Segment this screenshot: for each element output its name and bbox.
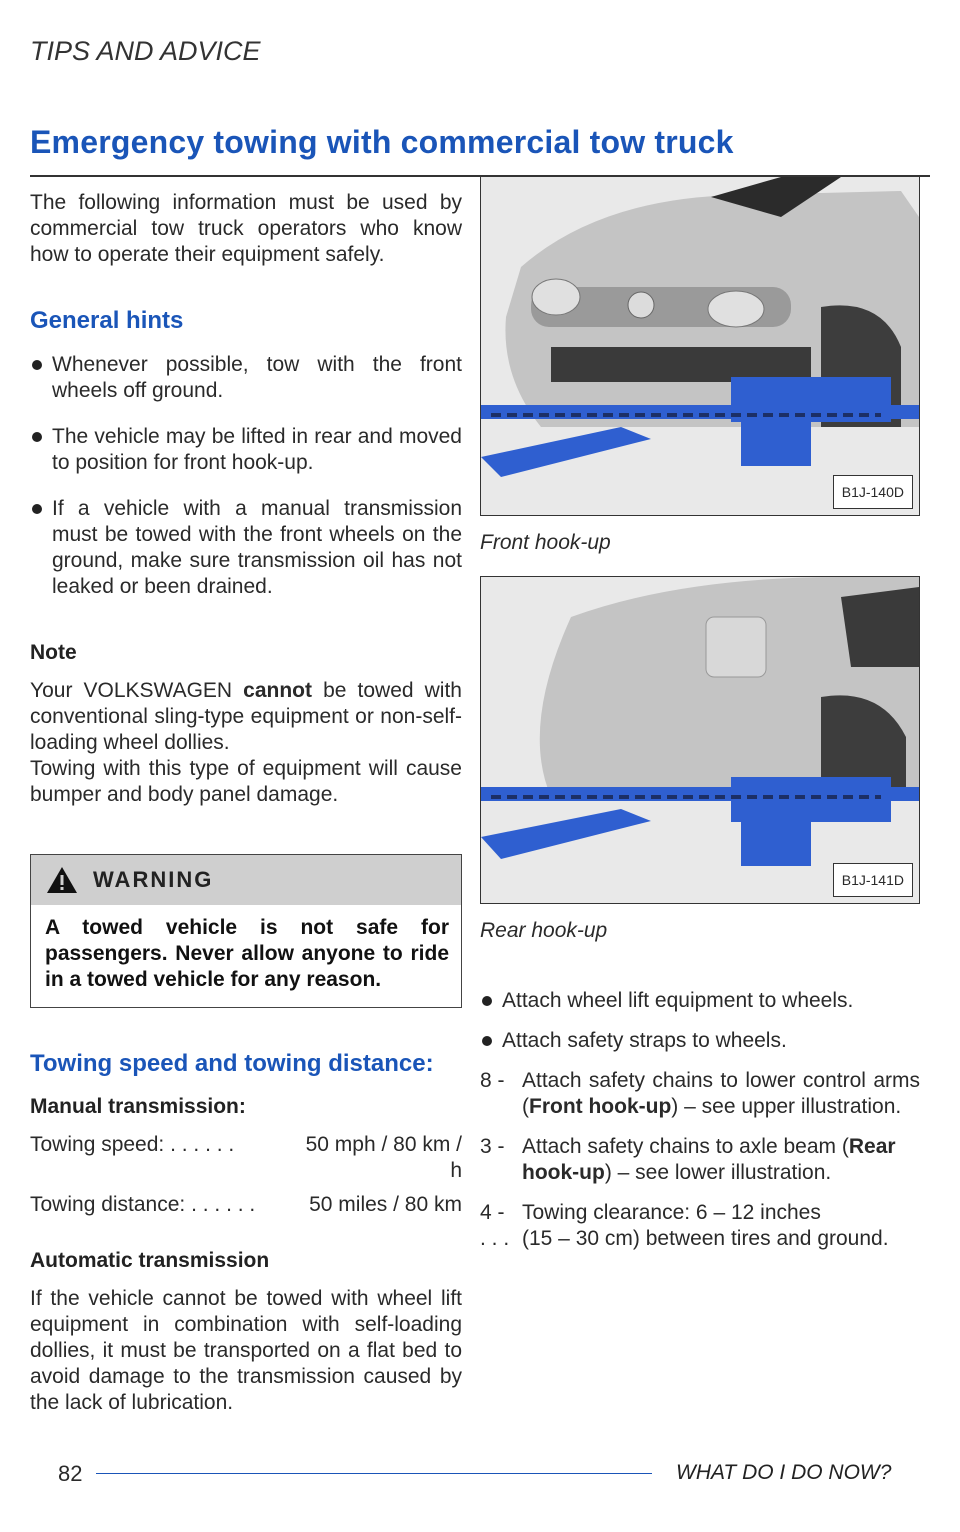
- step-text-end: ) – see upper illustration.: [671, 1095, 902, 1118]
- step-key: 4 -: [480, 1201, 505, 1224]
- warning-label: WARNING: [93, 867, 214, 892]
- page-number: 82: [58, 1461, 83, 1486]
- step-text-end: ) – see lower illustration.: [604, 1161, 832, 1184]
- note-text: [30, 678, 462, 756]
- rear-figure-caption: Rear hook-up: [480, 919, 608, 942]
- step-bullet: Attach safety straps to wheels.: [480, 1028, 920, 1054]
- towing-distance-value: 50 miles / 80 km: [309, 1193, 462, 1216]
- note-heading: Note: [30, 641, 77, 664]
- step-key: 3 -: [480, 1135, 505, 1158]
- left-column: [30, 190, 462, 1416]
- step-numbered: [480, 1226, 920, 1252]
- step-bullet: Attach wheel lift equipment to wheels.: [480, 988, 920, 1014]
- note-text-end: be towed with conventional sling-type equipment or non-self-loading wheel dollies.: [30, 679, 462, 754]
- warning-box: [30, 854, 462, 1008]
- warning-triangle-icon: [45, 865, 79, 895]
- general-hints-heading: General hints: [30, 307, 184, 334]
- automatic-transmission-text: If the vehicle cannot be towed with wheel lift equipment in combination with self-loading dollies, it must be transported on a flat bed to avoid damage to the transmission caused by the lack of lubrication.: [30, 1287, 462, 1414]
- warning-header: [31, 855, 461, 905]
- front-hookup-figure: [480, 176, 920, 516]
- note-text-2: Towing with this type of equipment will cause bumper and body panel damage.: [30, 757, 462, 806]
- footer-divider: [96, 1473, 652, 1474]
- warning-text: A towed vehicle is not safe for passengers. Never allow anyone to ride in a towed vehicle for any reason.: [45, 916, 449, 991]
- step-text-start: Attach safety chains to axle beam (: [522, 1135, 849, 1158]
- towing-distance-row: [30, 1192, 462, 1218]
- towing-distance-label: Towing distance: . . . . . .: [30, 1193, 256, 1216]
- hint-item: Whenever possible, tow with the front wheels off ground.: [30, 352, 462, 404]
- step-numbered: [480, 1200, 920, 1226]
- automatic-transmission-heading: Automatic transmission: [30, 1249, 270, 1272]
- right-column: [480, 176, 920, 1252]
- section-header: TIPS AND ADVICE: [30, 36, 261, 66]
- note-text-start: Your VOLKSWAGEN: [30, 679, 244, 702]
- note-text-emphasis: cannot: [243, 679, 313, 702]
- towing-speed-row: [30, 1132, 462, 1184]
- step-text: Towing clearance: 6 – 12 inches: [522, 1201, 821, 1224]
- step-text: [522, 1134, 920, 1186]
- front-hookup-illustration: [481, 177, 919, 515]
- towing-speed-label: Towing speed: . . . . . .: [30, 1133, 235, 1156]
- rear-hookup-illustration: [481, 577, 919, 903]
- rear-hookup-figure: [480, 576, 920, 904]
- step-text: [522, 1068, 920, 1120]
- manual-transmission-heading: Manual transmission:: [30, 1095, 246, 1118]
- step-text-start: Attach safety chains to lower control arms (: [522, 1069, 920, 1118]
- footer-chapter: WHAT DO I DO NOW?: [676, 1461, 892, 1484]
- step-text: (15 – 30 cm) between tires and ground.: [522, 1227, 889, 1250]
- step-text-emphasis: Front hook-up: [529, 1095, 672, 1118]
- towing-heading: Towing speed and towing distance:: [30, 1050, 434, 1077]
- step-numbered: [480, 1068, 920, 1120]
- intro-paragraph: The following information must be used by commercial tow truck operators who know how to operate their equipment safely.: [30, 191, 462, 266]
- page-title: Emergency towing with commercial tow truck: [30, 124, 734, 160]
- step-text-emphasis: Rear hook-up: [522, 1135, 896, 1184]
- step-numbered: [480, 1134, 920, 1186]
- front-figure-code: B1J-140D: [833, 475, 913, 509]
- rear-figure-code: B1J-141D: [833, 863, 913, 897]
- step-key: . . .: [480, 1227, 510, 1250]
- hint-item: The vehicle may be lifted in rear and moved to position for front hook-up.: [30, 424, 462, 476]
- front-figure-caption: Front hook-up: [480, 531, 611, 554]
- step-key: 8 -: [480, 1069, 505, 1092]
- hint-item: If a vehicle with a manual transmission must be towed with the front wheels on the ground, make sure transmission oil has not leaked or been drained.: [30, 496, 462, 600]
- towing-speed-value: 50 mph / 80 km / h: [305, 1133, 462, 1182]
